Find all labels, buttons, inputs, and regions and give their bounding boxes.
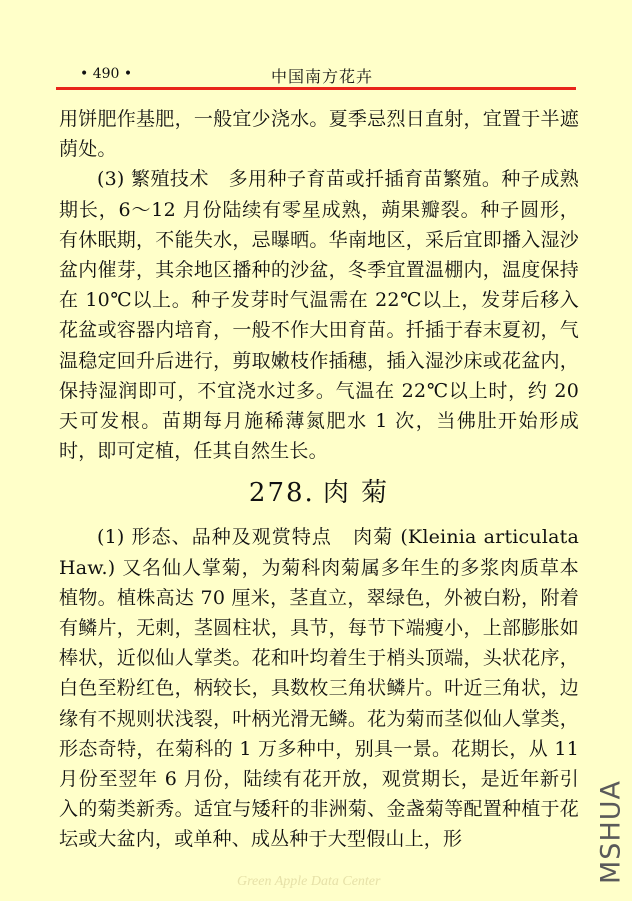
propagation-text: 多用种子育苗或扦插育苗繁殖。种子成熟期长，6～12 月份陆续有零星成熟，蒴果瓣裂。种子圆形，有休眠期，不能失水，忌曝晒。华南地区，采后宜即播入湿沙盆内催芽，其余地区播种的沙盆，冬季宜置温棚内，温度保持在 10℃以上。种子发芽时气温需在 22℃以上，发芽后移入花盆或容器内培育，一般不作大田育苗。扦插于春末夏初，气温稳定回升后进行，剪取嫩枝作插穗，插入湿沙床或花盆内，保持湿润即可，不宜浇水过多。气温在 22℃以上时，约 20 天可发根。苗期每月施稀薄氮肥水 1 次，当佛肚开始形成时，即可定植，任其自然生长。	[59, 168, 579, 463]
section-number: 278.	[248, 478, 315, 509]
morphology-label: (1) 形态、品种及观赏特点	[97, 526, 332, 549]
propagation-paragraph	[59, 164, 579, 466]
continued-paragraph: 用饼肥作基肥，一般宜少浇水。夏季忌烈日直射，宜置于半遮荫处。	[59, 108, 579, 161]
body-text	[59, 104, 579, 855]
side-logo	[596, 782, 626, 882]
morphology-text: 肉菊 (Kleinia articulata Haw.) 又名仙人掌菊，为菊科肉菊属多年生的多浆肉质草本植物。植株高达 70 厘米，茎直立，翠绿色，外被白粉，附着有鳞片，无刺，茎圆柱状，具节，每节下端瘦小，上部膨胀如棒状，近似仙人掌类。花和叶均着生于梢头顶端，头状花序，白色至粉红色，柄较长，具数枚三角状鳞片。叶近三角状，边缘有不规则状浅裂，叶柄光滑无鳞。花为菊而茎似仙人掌类，形态奇特，在菊科的 1 万多种中，别具一景。花期长，从 11 月份至翌年 6 月份，陆续有花开放，观赏期长，是近年新引入的菊类新秀。适宜与矮秆的非洲菊、金盏菊等配置种植于花坛或大盆内，或单种、成丛种于大型假山上，形	[59, 526, 580, 851]
header-rule	[56, 87, 576, 90]
propagation-label: (3) 繁殖技术	[97, 168, 209, 191]
section-title: 肉 菊	[322, 478, 390, 509]
book-title: 中国南方花卉	[271, 67, 374, 86]
section-heading	[59, 476, 579, 510]
morphology-paragraph	[59, 522, 579, 854]
watermark: Green Apple Data Center	[237, 874, 381, 889]
running-header	[58, 64, 582, 86]
side-logo-text: MSHUA	[595, 780, 627, 884]
page-number: • 490 •	[80, 66, 133, 82]
